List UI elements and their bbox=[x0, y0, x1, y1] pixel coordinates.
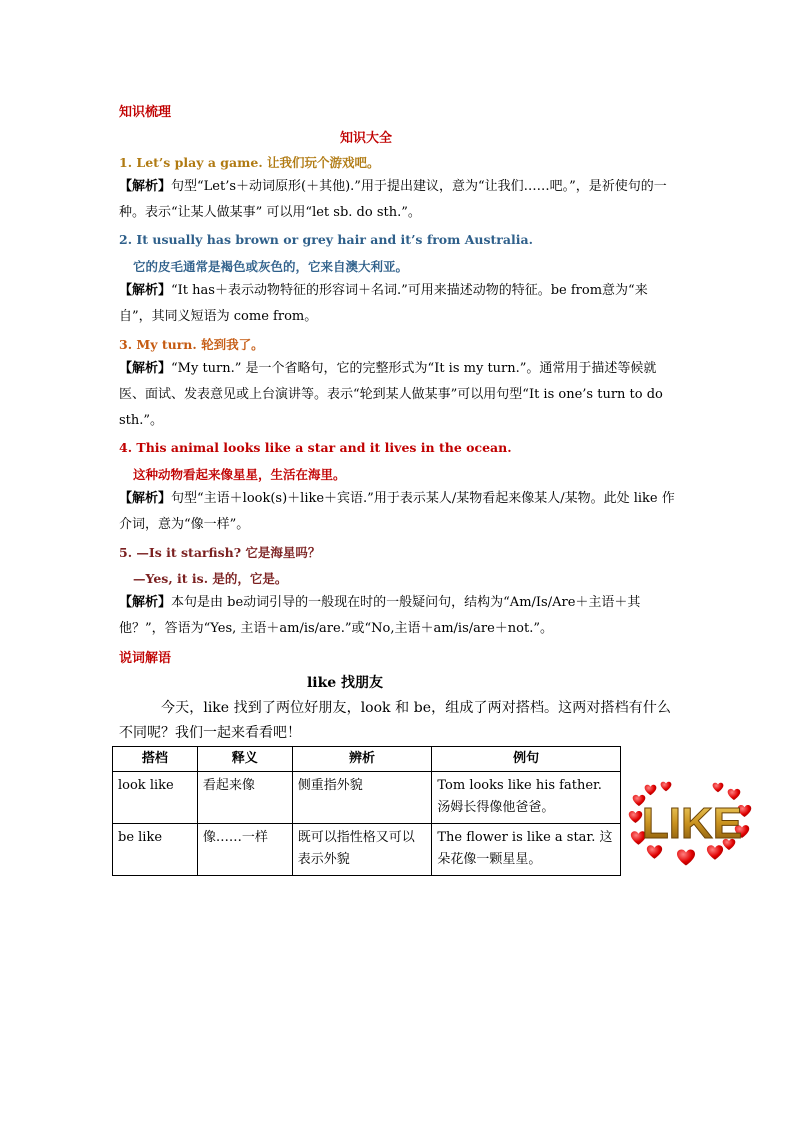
table-cell: 既可以指性格又可以表示外貌 bbox=[292, 824, 432, 876]
item-4-subtitle: 这种动物看起来像星星，生活在海里。 bbox=[133, 467, 346, 482]
collocation-table bbox=[112, 746, 621, 876]
analysis-text: “It has＋表示动物特征的形容词＋名词.”可用来描述动物的特征。be from意为“来自”，其同义短语为 come from。 bbox=[119, 283, 648, 324]
table-header-cell: 辨析 bbox=[292, 747, 432, 772]
analysis-label: 【解析】 bbox=[119, 179, 172, 194]
table-cell: 看起来像 bbox=[197, 772, 292, 824]
item-1-analysis bbox=[119, 174, 677, 226]
table-header-cell: 搭档 bbox=[113, 747, 198, 772]
item-2-title: 2. It usually has brown or grey hair and it’s from Australia. bbox=[119, 232, 533, 247]
table-cell: 侧重指外貌 bbox=[292, 772, 432, 824]
item-2-analysis bbox=[119, 278, 677, 330]
table-cell: look like bbox=[113, 772, 198, 824]
table-header-row bbox=[113, 747, 621, 772]
table-cell: The flower is like a star. 这朵花像一颗星星。 bbox=[432, 824, 621, 876]
analysis-label: 【解析】 bbox=[119, 361, 172, 376]
table-header-cell: 释义 bbox=[197, 747, 292, 772]
analysis-text: 句型“Let’s＋动词原形(＋其他).”用于提出建议，意为“让我们……吧。”，是祈使句的一种。表示“让某人做某事” 可以用“let sb. do sth.”。 bbox=[119, 179, 667, 220]
analysis-text: 句型“主语＋look(s)＋like＋宾语.”用于表示某人/某物看起来像某人/某物。此处 like 作介词，意为“像一样”。 bbox=[119, 491, 675, 532]
like-section-title: like 找朋友 bbox=[306, 675, 384, 691]
item-4-analysis bbox=[119, 486, 677, 538]
table-row bbox=[113, 824, 621, 876]
table-cell: be like bbox=[113, 824, 198, 876]
analysis-label: 【解析】 bbox=[119, 283, 172, 298]
item-5-subtitle: —Yes, it is. 是的，它是。 bbox=[133, 571, 288, 586]
analysis-label: 【解析】 bbox=[119, 491, 172, 506]
analysis-text: “My turn.” 是一个省略句，它的完整形式为“It is my turn.”。通常用于描述等候就医、面试、发表意见或上台演讲等。表示“轮到某人做某事”可以用句型“It is one’s turn to do sth.”。 bbox=[119, 361, 663, 428]
item-2-subtitle: 它的皮毛通常是褐色或灰色的，它来自澳大利亚。 bbox=[133, 259, 409, 274]
like-section-intro: 今天，like 找到了两位好朋友，look 和 be，组成了两对搭档。这两对搭档有什么不同呢？我们一起来看看吧！ bbox=[119, 700, 671, 741]
table-row bbox=[113, 772, 621, 824]
section-title-knowledge-all: 知识大全 bbox=[339, 131, 392, 146]
item-3-title: 3. My turn. 轮到我了。 bbox=[119, 337, 264, 352]
analysis-label: 【解析】 bbox=[119, 595, 172, 610]
analysis-text: 本句是由 be动词引导的一般现在时的一般疑问句，结构为“Am/Is/Are＋主语＋其他？”，答语为“Yes, 主语＋am/is/are.”或“No,主语＋am/is/are＋not.”。 bbox=[119, 595, 641, 636]
item-3-analysis bbox=[119, 356, 677, 434]
section-heading-word-explain: 说词解语 bbox=[119, 651, 172, 666]
logo-text: LIKE bbox=[641, 799, 743, 848]
section-heading-knowledge-review: 知识梳理 bbox=[119, 105, 172, 120]
like-hearts-logo bbox=[626, 780, 756, 870]
item-5-title: 5. —Is it starfish? 它是海星吗？ bbox=[119, 545, 321, 560]
item-4-title: 4. This animal looks like a star and it lives in the ocean. bbox=[119, 440, 512, 455]
table-header-cell: 例句 bbox=[432, 747, 621, 772]
item-1-title: 1. Let’s play a game. 让我们玩个游戏吧。 bbox=[119, 155, 380, 170]
item-5-analysis bbox=[119, 590, 677, 642]
table-cell: Tom looks like his father. 汤姆长得像他爸爸。 bbox=[432, 772, 621, 824]
table-cell: 像……一样 bbox=[197, 824, 292, 876]
